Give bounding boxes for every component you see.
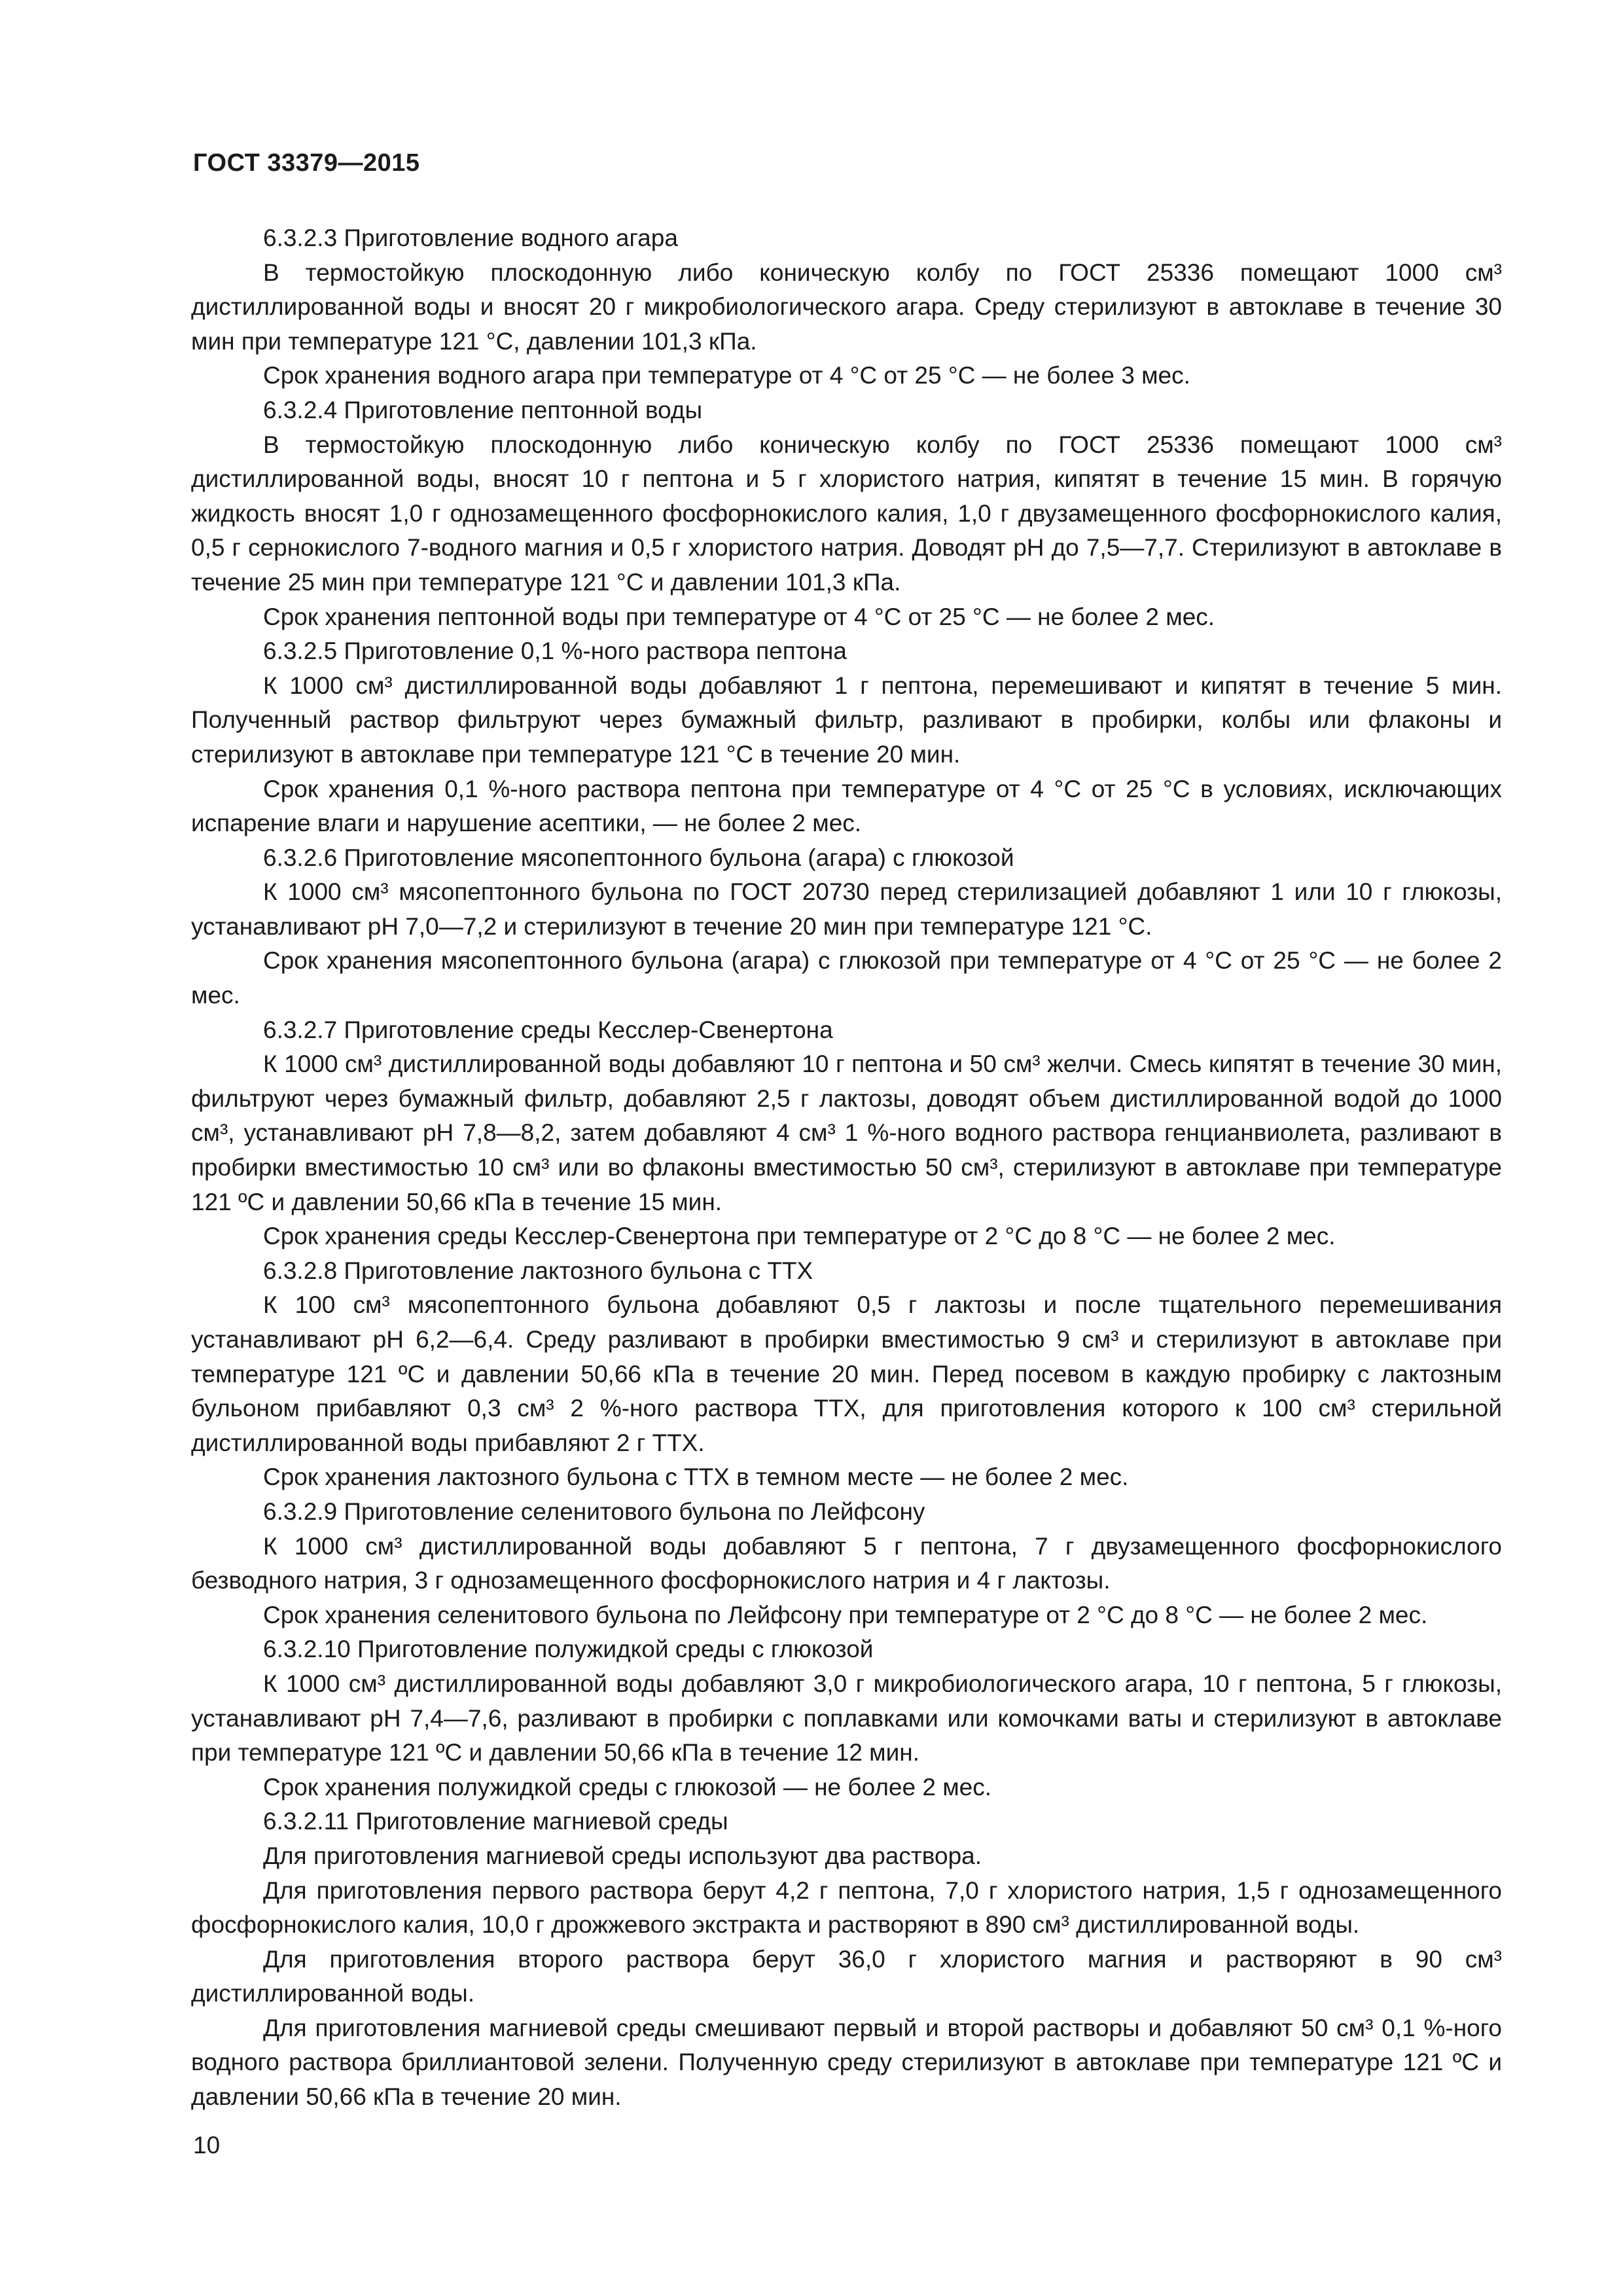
paragraph: К 100 см³ мясопептонного бульона добавляют 0,5 г лактозы и после тщательного перемешивания устанавливают рН 6,2—6,4. Среду разливают в пробирки вместимостью 9 см³ и стерилизуют в автоклаве при температуре 121 ºС и давлении 50,66 кПа в течение 20 мин. Перед посевом в каждую пробирку с лактозным бульоном прибавляют 0,3 см³ 2 %-ного раствора ТТХ, для приготовления которого к 100 см³ стерильной дистиллированной воды прибавляют 2 г ТТХ.: [191, 1291, 1502, 1456]
section-heading: 6.3.2.10 Приготовление полужидкой среды с глюкозой: [263, 1636, 874, 1663]
paragraph: Для приготовления магниевой среды смешивают первый и второй растворы и добавляют 50 см³ 0,1 %-ного водного раствора бриллиантовой зелени. Полученную среду стерилизуют в автоклаве при температуре 121 ºС и давлении 50,66 кПа в течение 20 мин.: [191, 2014, 1502, 2111]
section-heading: 6.3.2.8 Приготовление лактозного бульона с ТТХ: [263, 1257, 813, 1284]
paragraph: Срок хранения среды Кесслер-Свенертона при температуре от 2 °С до 8 °С — не более 2 мес.: [263, 1223, 1336, 1250]
page-number: 10: [193, 2132, 221, 2159]
paragraph: К 1000 см³ дистиллированной воды добавляют 3,0 г микробиологического агара, 10 г пептона, 5 г глюкозы, устанавливают рН 7,4—7,6, разливают в пробирки с поплавками или комочками ваты и стерилизуют в автоклаве при температуре 121 ºС и давлении 50,66 кПа в течение 12 мин.: [191, 1670, 1502, 1767]
section-heading: 6.3.2.9 Приготовление селенитового бульона по Лейфсону: [263, 1498, 925, 1525]
document-header: ГОСТ 33379—2015: [193, 149, 420, 177]
paragraph: К 1000 см³ мясопептонного бульона по ГОСТ 20730 перед стерилизацией добавляют 1 или 10 г глюкозы, устанавливают рН 7,0—7,2 и стерилизуют в течение 20 мин при температуре 121 °С.: [191, 878, 1502, 940]
paragraph: Срок хранения лактозного бульона с ТТХ в темном месте — не более 2 мес.: [263, 1463, 1129, 1491]
section-heading: 6.3.2.7 Приготовление среды Кесслер-Свенертона: [263, 1016, 833, 1043]
paragraph: К 1000 см³ дистиллированной воды добавляют 10 г пептона и 50 см³ желчи. Смесь кипятят в течение 30 мин, фильтруют через бумажный фильтр, добавляют 2,5 г лактозы, доводят объем дистиллированной водой до 1000 см³, устанавливают рН 7,8—8,2, затем добавляют 4 см³ 1 %-ного водного раствора генцианвиолета, разливают в пробирки вместимостью 10 см³ или во флаконы вместимостью 50 см³, стерилизуют в автоклаве при температуре 121 ºС и давлении 50,66 кПа в течение 15 мин.: [191, 1050, 1502, 1215]
paragraph: Срок хранения водного агара при температуре от 4 °С от 25 °С — не более 3 мес.: [263, 362, 1190, 389]
section-heading: 6.3.2.11 Приготовление магниевой среды: [263, 1808, 728, 1835]
section-heading: 6.3.2.6 Приготовление мясопептонного бульона (агара) с глюкозой: [263, 844, 1014, 871]
paragraph: Срок хранения мясопептонного бульона (агара) с глюкозой при температуре от 4 °С от 25 °С — не более 2 мес.: [191, 947, 1502, 1009]
paragraph: К 1000 см³ дистиллированной воды добавляют 5 г пептона, 7 г двузамещенного фосфорнокислого безводного натрия, 3 г однозамещенного фосфорнокислого натрия и 4 г лактозы.: [191, 1532, 1502, 1594]
paragraph: В термостойкую плоскодонную либо коническую колбу по ГОСТ 25336 помещают 1000 см³ дистиллированной воды, вносят 10 г пептона и 5 г хлористого натрия, кипятят в течение 15 мин. В горячую жидкость вносят 1,0 г однозамещенного фосфорнокислого калия, 1,0 г двузамещенного фосфорнокислого калия, 0,5 г сернокислого 7-водного магния и 0,5 г хлористого натрия. Доводят рН до 7,5—7,7. Стерилизуют в автоклаве в течение 25 мин при температуре 121 °С и давлении 101,3 кПа.: [191, 431, 1502, 596]
paragraph: К 1000 см³ дистиллированной воды добавляют 1 г пептона, перемешивают и кипятят в течение 5 мин. Полученный раствор фильтруют через бумажный фильтр, разливают в пробирки, колбы или флаконы и стерилизуют в автоклаве при температуре 121 °С в течение 20 мин.: [191, 672, 1502, 768]
section-heading: 6.3.2.5 Приготовление 0,1 %-ного раствора пептона: [263, 637, 847, 665]
paragraph: Срок хранения селенитового бульона по Лейфсону при температуре от 2 °С до 8 °С — не более 2 мес.: [263, 1601, 1428, 1628]
paragraph: Срок хранения 0,1 %-ного раствора пептона при температуре от 4 °С от 25 °С в условиях, исключающих испарение влаги и нарушение асептики, — не более 2 мес.: [191, 775, 1502, 837]
paragraph: Для приготовления магниевой среды используют два раствора.: [263, 1842, 982, 1869]
document-body: [191, 221, 1502, 2115]
section-heading: 6.3.2.4 Приготовление пептонной воды: [263, 396, 703, 423]
paragraph: Срок хранения пептонной воды при температуре от 4 °С от 25 °С — не более 2 мес.: [263, 603, 1215, 630]
paragraph: Для приготовления второго раствора берут 36,0 г хлористого магния и растворяют в 90 см³ дистиллированной воды.: [191, 1945, 1502, 2007]
paragraph: Для приготовления первого раствора берут 4,2 г пептона, 7,0 г хлористого натрия, 1,5 г однозамещенного фосфорнокислого калия, 10,0 г дрожжевого экстракта и растворяют в 890 см³ дистиллированной воды.: [191, 1876, 1502, 1939]
section-heading: 6.3.2.3 Приготовление водного агара: [263, 224, 678, 251]
paragraph: Срок хранения полужидкой среды с глюкозой — не более 2 мес.: [263, 1773, 992, 1801]
paragraph: В термостойкую плоскодонную либо коническую колбу по ГОСТ 25336 помещают 1000 см³ дистиллированной воды и вносят 20 г микробиологического агара. Среду стерилизуют в автоклаве в течение 30 мин при температуре 121 °С, давлении 101,3 кПа.: [191, 259, 1502, 355]
